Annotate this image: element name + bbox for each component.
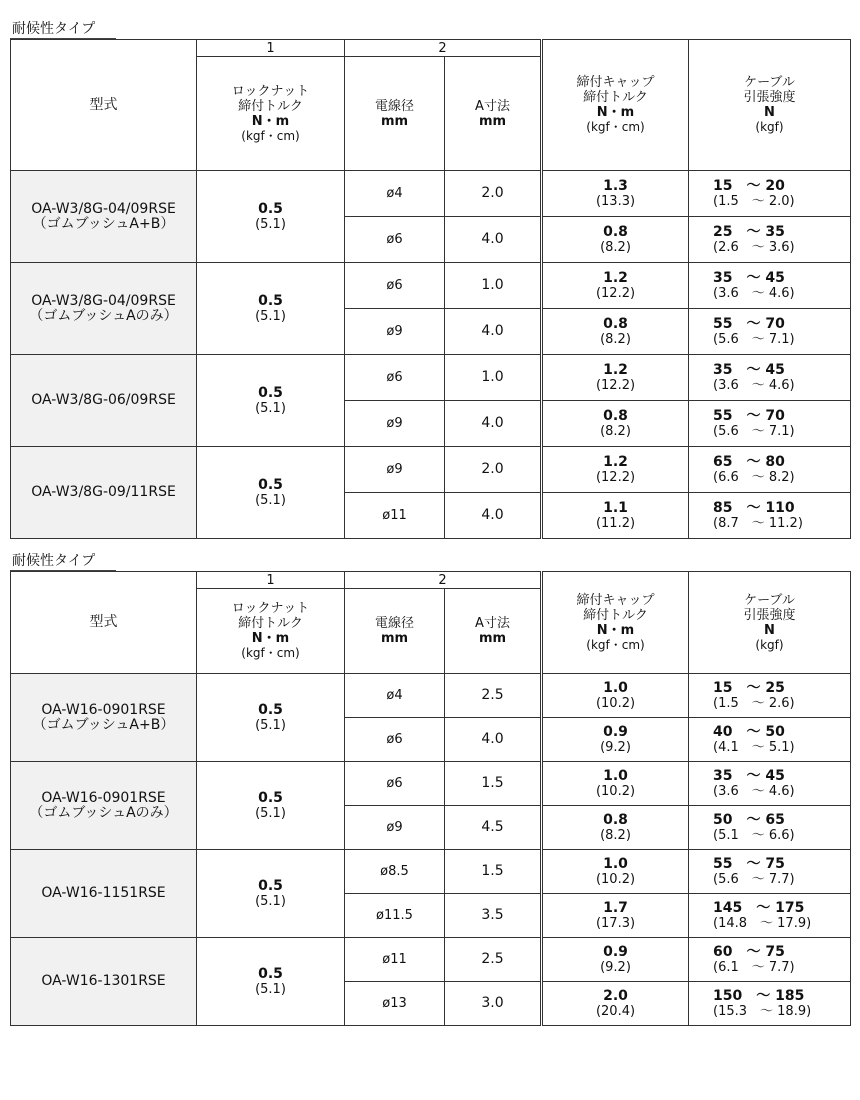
model-name-line: （ゴムブッシュA+B） xyxy=(32,215,175,232)
header-wire-diameter-line: mm xyxy=(380,113,409,129)
model-name-line: OA-W3/8G-06/09RSE xyxy=(31,392,176,408)
header-wire-diameter-line: 電線径 xyxy=(374,616,414,631)
table-row xyxy=(11,355,851,401)
header-cable-strength-line: (kgf) xyxy=(755,637,784,652)
cap-torque-cell xyxy=(542,263,689,309)
cable-strength-n: 25 ～ 35 xyxy=(713,223,785,240)
wire-diameter-cell: ø9 xyxy=(345,806,445,850)
header-cap-torque-line: 締付トルク xyxy=(583,90,648,105)
cap-torque-value: 1.7 xyxy=(603,899,628,916)
cable-strength-kgf: (1.5 ～ 2.0) xyxy=(713,193,795,209)
cable-strength-n: 15 ～ 25 xyxy=(713,679,785,696)
model-name-line: OA-W3/8G-09/11RSE xyxy=(31,484,176,500)
cap-torque-kgf: (8.2) xyxy=(600,239,631,255)
cable-strength-kgf: (2.6 ～ 3.6) xyxy=(713,239,795,255)
cable-strength-n: 55 ～ 70 xyxy=(713,315,785,332)
wire-diameter-cell: ø6 xyxy=(345,718,445,762)
header-model-label: 型式 xyxy=(89,96,118,113)
cap-torque-value: 1.2 xyxy=(603,269,628,286)
cap-torque-kgf: (12.2) xyxy=(595,285,636,301)
wire-diameter-cell: ø11 xyxy=(345,938,445,982)
cable-strength-kgf: (3.6 ～ 4.6) xyxy=(713,285,795,301)
header-cable-strength-line: ケーブル xyxy=(744,75,795,90)
header-a-dimension-line: A寸法 xyxy=(475,616,510,631)
header-locknut-line: 締付トルク xyxy=(238,98,303,114)
cable-strength-kgf: (5.6 ～ 7.1) xyxy=(713,331,795,347)
cap-torque-kgf: (20.4) xyxy=(595,1003,636,1019)
wire-diameter-cell: ø11.5 xyxy=(345,894,445,938)
cap-torque-cell xyxy=(542,850,689,894)
model-cell xyxy=(11,762,197,850)
model-name-line: OA-W16-1151RSE xyxy=(41,885,166,901)
wire-diameter-cell: ø6 xyxy=(345,355,445,401)
cap-torque-value: 2.0 xyxy=(603,987,628,1004)
locknut-torque-kgf: (5.1) xyxy=(255,717,286,733)
cable-strength-n: 85 ～ 110 xyxy=(713,499,795,516)
cap-torque-value: 1.0 xyxy=(603,855,628,872)
cable-strength-cell xyxy=(689,493,851,539)
header-locknut-line: ロックナット xyxy=(231,601,310,616)
cap-torque-kgf: (9.2) xyxy=(600,959,631,975)
model-cell xyxy=(11,674,197,762)
cable-strength-kgf: (6.6 ～ 8.2) xyxy=(713,469,795,485)
header-a-dimension xyxy=(445,57,542,171)
cap-torque-cell xyxy=(542,894,689,938)
wire-diameter-cell: ø6 xyxy=(345,217,445,263)
model-cell xyxy=(11,447,197,539)
cap-torque-cell xyxy=(542,938,689,982)
a-dimension-cell: 4.0 xyxy=(445,309,542,355)
model-name-line: （ゴムブッシュA+B） xyxy=(32,716,175,733)
locknut-torque-value: 0.5 xyxy=(258,965,283,982)
table-row xyxy=(11,850,851,894)
header-model xyxy=(11,40,197,171)
cap-torque-kgf: (10.2) xyxy=(595,783,636,799)
locknut-torque-cell xyxy=(197,762,345,850)
header-cap-torque-line: (kgf・cm) xyxy=(586,637,645,652)
cable-strength-n: 50 ～ 65 xyxy=(713,811,785,828)
a-dimension-cell: 1.5 xyxy=(445,850,542,894)
cable-strength-n: 15 ～ 20 xyxy=(713,177,785,194)
cap-torque-kgf: (10.2) xyxy=(595,871,636,887)
cable-strength-kgf: (15.3 ～ 18.9) xyxy=(713,1003,812,1019)
cable-strength-n: 35 ～ 45 xyxy=(713,767,785,784)
header-wire-diameter xyxy=(345,57,445,171)
table-row xyxy=(11,674,851,718)
cable-strength-n: 145 ～ 175 xyxy=(713,899,805,916)
a-dimension-cell: 3.5 xyxy=(445,894,542,938)
cap-torque-kgf: (11.2) xyxy=(595,515,636,531)
header-locknut-line: N・m xyxy=(251,631,290,646)
cable-strength-n: 40 ～ 50 xyxy=(713,723,785,740)
a-dimension-cell: 4.5 xyxy=(445,806,542,850)
table-row xyxy=(11,938,851,982)
cable-strength-n: 150 ～ 185 xyxy=(713,987,805,1004)
cap-torque-value: 0.9 xyxy=(603,723,628,740)
header-cap-torque-line: N・m xyxy=(596,622,635,638)
spec-table xyxy=(10,39,851,539)
header-cable-strength-line: N xyxy=(764,622,775,638)
model-name-line: OA-W3/8G-04/09RSE xyxy=(31,292,176,309)
cap-torque-kgf: (13.3) xyxy=(595,193,636,209)
cable-strength-cell xyxy=(689,447,851,493)
cap-torque-cell xyxy=(542,674,689,718)
locknut-torque-kgf: (5.1) xyxy=(255,893,286,909)
cap-torque-value: 0.8 xyxy=(603,223,628,240)
model-name-line: OA-W16-1301RSE xyxy=(41,973,166,989)
cap-torque-cell xyxy=(542,309,689,355)
wire-diameter-cell: ø11 xyxy=(345,493,445,539)
header-cap-torque-line: (kgf・cm) xyxy=(586,120,645,134)
cable-strength-n: 65 ～ 80 xyxy=(713,453,785,470)
header-locknut-line: ロックナット xyxy=(231,83,310,99)
cable-strength-cell xyxy=(689,401,851,447)
header-cable-strength-line: 引張強度 xyxy=(743,90,796,105)
wire-diameter-cell: ø6 xyxy=(345,263,445,309)
header-a-dimension-line: A寸法 xyxy=(475,98,510,114)
header-cable-strength-line: 引張強度 xyxy=(743,607,796,623)
cap-torque-value: 0.8 xyxy=(603,315,628,332)
cap-torque-cell xyxy=(542,762,689,806)
cable-strength-kgf: (3.6 ～ 4.6) xyxy=(713,377,795,393)
cable-strength-cell xyxy=(689,355,851,401)
a-dimension-cell: 1.0 xyxy=(445,263,542,309)
a-dimension-cell: 1.5 xyxy=(445,762,542,806)
header-group-1: 1 xyxy=(197,572,345,589)
header-a-dimension-line: mm xyxy=(478,113,507,129)
header-group-1: 1 xyxy=(197,40,345,57)
header-cable-strength-line: N xyxy=(764,105,775,120)
locknut-torque-kgf: (5.1) xyxy=(255,492,286,508)
locknut-torque-cell xyxy=(197,938,345,1026)
header-wire-diameter-line: 電線径 xyxy=(374,98,414,114)
table-row xyxy=(11,447,851,493)
header-locknut-line: (kgf・cm) xyxy=(241,128,300,143)
cable-strength-kgf: (5.6 ～ 7.7) xyxy=(713,871,795,887)
cable-strength-cell xyxy=(689,762,851,806)
a-dimension-cell: 2.5 xyxy=(445,938,542,982)
cable-strength-cell xyxy=(689,171,851,217)
model-cell xyxy=(11,263,197,355)
wire-diameter-cell: ø9 xyxy=(345,401,445,447)
cap-torque-kgf: (17.3) xyxy=(595,915,636,931)
cap-torque-value: 1.2 xyxy=(603,361,628,378)
cable-strength-n: 55 ～ 70 xyxy=(713,407,785,424)
cable-strength-cell xyxy=(689,806,851,850)
cap-torque-cell xyxy=(542,982,689,1026)
a-dimension-cell: 3.0 xyxy=(445,982,542,1026)
header-wire-diameter xyxy=(345,589,445,674)
cap-torque-cell xyxy=(542,401,689,447)
locknut-torque-value: 0.5 xyxy=(258,789,283,806)
cable-strength-cell xyxy=(689,309,851,355)
cable-strength-kgf: (14.8 ～ 17.9) xyxy=(713,915,812,931)
header-row-groups xyxy=(11,40,851,57)
header-cap-torque xyxy=(542,40,689,171)
header-model-label: 型式 xyxy=(89,614,118,630)
locknut-torque-kgf: (5.1) xyxy=(255,805,286,821)
header-locknut-line: 締付トルク xyxy=(238,616,303,631)
cable-strength-n: 60 ～ 75 xyxy=(713,943,785,960)
cap-torque-cell xyxy=(542,493,689,539)
header-cable-strength xyxy=(689,40,851,171)
cable-strength-cell xyxy=(689,263,851,309)
cable-strength-kgf: (5.6 ～ 7.1) xyxy=(713,423,795,439)
cable-strength-n: 35 ～ 45 xyxy=(713,269,785,286)
cap-torque-value: 1.2 xyxy=(603,453,628,470)
a-dimension-cell: 1.0 xyxy=(445,355,542,401)
wire-diameter-cell: ø9 xyxy=(345,309,445,355)
wire-diameter-cell: ø4 xyxy=(345,674,445,718)
cap-torque-value: 0.8 xyxy=(603,407,628,424)
locknut-torque-kgf: (5.1) xyxy=(255,981,286,997)
cap-torque-value: 1.3 xyxy=(603,177,628,194)
wire-diameter-cell: ø13 xyxy=(345,982,445,1026)
cable-strength-cell xyxy=(689,894,851,938)
a-dimension-cell: 4.0 xyxy=(445,217,542,263)
locknut-torque-value: 0.5 xyxy=(258,877,283,894)
model-name-line: OA-W16-0901RSE xyxy=(41,789,166,806)
a-dimension-cell: 4.0 xyxy=(445,493,542,539)
model-cell xyxy=(11,938,197,1026)
cable-strength-cell xyxy=(689,217,851,263)
header-cap-torque-line: 締付キャップ xyxy=(576,592,655,608)
a-dimension-cell: 4.0 xyxy=(445,401,542,447)
header-group-2: 2 xyxy=(345,40,542,57)
cable-strength-kgf: (4.1 ～ 5.1) xyxy=(713,739,795,755)
locknut-torque-value: 0.5 xyxy=(258,384,283,401)
header-a-dimension xyxy=(445,589,542,674)
header-locknut-torque xyxy=(197,57,345,171)
cable-strength-cell xyxy=(689,718,851,762)
spec-table xyxy=(10,571,851,1026)
wire-diameter-cell: ø6 xyxy=(345,762,445,806)
cable-strength-cell xyxy=(689,850,851,894)
cable-strength-kgf: (6.1 ～ 7.7) xyxy=(713,959,795,975)
cap-torque-value: 1.0 xyxy=(603,767,628,784)
cap-torque-value: 0.9 xyxy=(603,943,628,960)
spec-section-2 xyxy=(10,552,850,1026)
model-cell xyxy=(11,171,197,263)
cap-torque-cell xyxy=(542,171,689,217)
cap-torque-cell xyxy=(542,355,689,401)
a-dimension-cell: 2.0 xyxy=(445,171,542,217)
cap-torque-kgf: (8.2) xyxy=(600,827,631,843)
locknut-torque-cell xyxy=(197,263,345,355)
cap-torque-value: 1.1 xyxy=(603,499,628,516)
cap-torque-kgf: (9.2) xyxy=(600,739,631,755)
locknut-torque-value: 0.5 xyxy=(258,701,283,718)
table-row xyxy=(11,263,851,309)
table-row xyxy=(11,762,851,806)
header-cable-strength-line: ケーブル xyxy=(744,592,795,608)
section-title: 耐候性タイプ xyxy=(10,20,116,39)
locknut-torque-value: 0.5 xyxy=(258,200,283,217)
cable-strength-cell xyxy=(689,982,851,1026)
locknut-torque-cell xyxy=(197,171,345,263)
header-cap-torque-line: 締付キャップ xyxy=(576,75,655,90)
header-model xyxy=(11,572,197,674)
a-dimension-cell: 4.0 xyxy=(445,718,542,762)
locknut-torque-kgf: (5.1) xyxy=(255,308,286,324)
model-name-line: （ゴムブッシュAのみ） xyxy=(29,307,178,324)
locknut-torque-cell xyxy=(197,447,345,539)
locknut-torque-cell xyxy=(197,355,345,447)
cap-torque-kgf: (12.2) xyxy=(595,377,636,393)
header-cap-torque xyxy=(542,572,689,674)
model-cell xyxy=(11,355,197,447)
locknut-torque-kgf: (5.1) xyxy=(255,216,286,232)
model-name-line: OA-W16-0901RSE xyxy=(41,701,166,718)
wire-diameter-cell: ø4 xyxy=(345,171,445,217)
header-cap-torque-line: N・m xyxy=(596,105,635,120)
table-row xyxy=(11,171,851,217)
cable-strength-kgf: (5.1 ～ 6.6) xyxy=(713,827,795,843)
cap-torque-kgf: (8.2) xyxy=(600,331,631,347)
wire-diameter-cell: ø8.5 xyxy=(345,850,445,894)
cap-torque-value: 0.8 xyxy=(603,811,628,828)
model-cell xyxy=(11,850,197,938)
header-cable-strength-line: (kgf) xyxy=(755,120,784,134)
a-dimension-cell: 2.5 xyxy=(445,674,542,718)
locknut-torque-value: 0.5 xyxy=(258,476,283,493)
cap-torque-cell xyxy=(542,718,689,762)
model-name-line: （ゴムブッシュAのみ） xyxy=(29,804,178,821)
a-dimension-cell: 2.0 xyxy=(445,447,542,493)
cable-strength-n: 35 ～ 45 xyxy=(713,361,785,378)
cable-strength-kgf: (1.5 ～ 2.6) xyxy=(713,695,795,711)
header-wire-diameter-line: mm xyxy=(380,631,409,646)
cap-torque-cell xyxy=(542,447,689,493)
header-group-2: 2 xyxy=(345,572,542,589)
header-locknut-line: N・m xyxy=(251,113,290,129)
header-cable-strength xyxy=(689,572,851,674)
cable-strength-n: 55 ～ 75 xyxy=(713,855,785,872)
locknut-torque-kgf: (5.1) xyxy=(255,400,286,416)
header-a-dimension-line: mm xyxy=(478,631,507,646)
locknut-torque-cell xyxy=(197,674,345,762)
cable-strength-kgf: (8.7 ～ 11.2) xyxy=(713,515,803,531)
cap-torque-kgf: (8.2) xyxy=(600,423,631,439)
cap-torque-kgf: (12.2) xyxy=(595,469,636,485)
cap-torque-cell xyxy=(542,806,689,850)
cable-strength-cell xyxy=(689,674,851,718)
header-locknut-torque xyxy=(197,589,345,674)
spec-section-1 xyxy=(10,20,850,539)
header-row-groups xyxy=(11,572,851,589)
cable-strength-cell xyxy=(689,938,851,982)
header-locknut-line: (kgf・cm) xyxy=(241,646,300,660)
cap-torque-cell xyxy=(542,217,689,263)
cap-torque-value: 1.0 xyxy=(603,679,628,696)
cable-strength-kgf: (3.6 ～ 4.6) xyxy=(713,783,795,799)
locknut-torque-value: 0.5 xyxy=(258,292,283,309)
cap-torque-kgf: (10.2) xyxy=(595,695,636,711)
wire-diameter-cell: ø9 xyxy=(345,447,445,493)
locknut-torque-cell xyxy=(197,850,345,938)
model-name-line: OA-W3/8G-04/09RSE xyxy=(31,200,176,217)
section-title: 耐候性タイプ xyxy=(10,552,116,571)
header-cap-torque-line: 締付トルク xyxy=(583,607,648,623)
